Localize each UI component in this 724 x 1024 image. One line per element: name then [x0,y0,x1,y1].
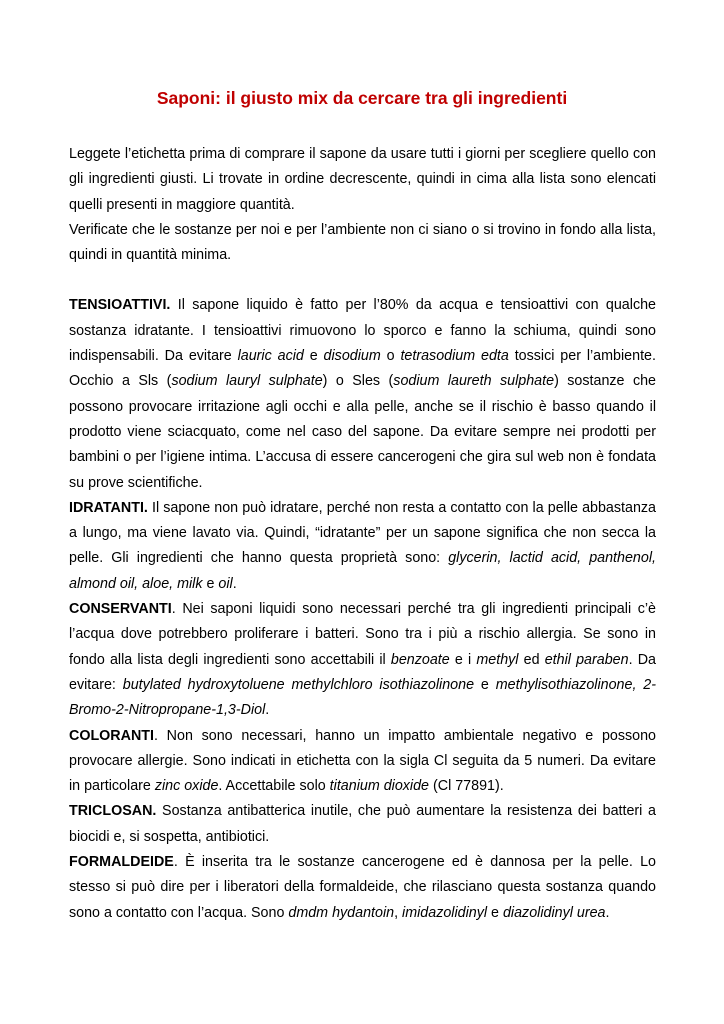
section-text: . [232,575,237,592]
section-text: . Accettabile solo [218,778,330,795]
section-heading: CONSERVANTI [69,601,172,618]
paragraph-gap [69,268,656,293]
section-text: , [394,904,403,921]
section-text: e [202,575,219,592]
section-text: e i [449,651,477,668]
ingredient-name: ethil paraben [544,651,629,668]
ingredient-name: glycerin, lactid acid, panthenol, almond oil, aloe, milk [69,550,656,592]
section-heading: TENSIOATTIVI. [69,297,171,314]
section-text: e [303,348,324,365]
section-text: ) o Sles ( [322,373,394,390]
section-text: o [380,348,401,365]
section-text: . Non sono necessari, hanno un impatto ambientale negativo e possono provocare allergie. Sono indicati in etichetta con la sigla Cl seguita da 5 numeri. Da evitare in particolare [69,727,656,795]
section-heading: IDRATANTI. [69,499,148,516]
section-text: e [487,904,503,921]
section-text: . Nei saponi liquidi sono necessari perché tra gli ingredienti principali c’è l’acqua dove potrebbero proliferare i batteri. Sono tra i più a rischio allergia. Se sono in fondo alla lista degli ingredienti sono accettabili il [69,601,656,668]
ingredient-name: zinc oxide [154,778,219,795]
ingredient-name: benzoate [390,651,450,668]
ingredient-name: oil [218,575,233,592]
section-triclosan [69,799,656,850]
ingredient-name: imidazolidinyl [402,904,488,921]
section-heading: TRICLOSAN. [69,803,157,820]
section-text: . Da evitare: [69,651,656,693]
ingredient-name: methylisothiazolinone, 2-Bromo-2-Nitropropane-1,3-Diol [69,676,657,719]
section-heading: COLORANTI [69,727,154,744]
section-text: (Cl 77891). [429,778,504,795]
article-body [69,142,656,926]
section-text: . [265,702,270,719]
ingredient-name: methyl [476,651,519,668]
section-text: tossici per l’ambiente. Occhio a Sls ( [69,348,656,390]
ingredient-name: dmdm hydantoin [288,904,395,921]
ingredient-name: disodium [323,348,381,365]
intro-paragraph: Leggete l’etichetta prima di comprare il sapone da usare tutti i giorni per scegliere quello con gli ingredienti giusti. Li trovate in ordine decrescente, quindi in cima alla lista sono elencati quelli presenti in maggiore quantità. [69,146,656,213]
section-text: ed [518,651,545,668]
ingredient-name: sodium laureth sulphate [393,373,555,390]
section-tensioattivi [69,293,656,495]
section-text: e [474,676,496,693]
section-idratanti [69,496,656,597]
section-text: Il sapone non può idratare, perché non resta a contatto con la pelle abbastanza a lungo, ma viene lavato via. Quindi, “idratante” per un sapone significa che non secca la pelle. Gli ingredienti che hanno questa proprietà sono: [69,499,656,567]
ingredient-name: tetrasodium edta [400,348,509,365]
page-title: Saponi: il giusto mix da cercare tra gli ingredienti [156,88,568,108]
ingredient-name: butylated hydroxytoluene methylchloro isothiazolinone [122,676,475,693]
section-text: ) sostanze che possono provocare irritazione agli occhi e alla pelle, anche se il rischio è basso quando il prodotto viene sciacquato, come nel caso del sapone. Da evitare sempre nei prodotti per bambini o per l’igiene intima. L’accusa di essere cancerogeni che gira sul web non è fondata su prove scientifiche. [69,373,656,491]
section-heading: FORMALDEIDE [69,854,174,871]
ingredient-name: lauric acid [237,348,304,365]
section-formaldeide [69,850,656,926]
section-text: Il sapone liquido è fatto per l’80% da acqua e tensioattivi con qualche sostanza idratante. I tensioattivi rimuovono lo sporco e fanno la schiuma, quindi sono indispensabili. Da evitare [69,297,656,365]
ingredient-name: titanium dioxide [329,778,430,795]
ingredient-name: diazolidinyl urea [502,904,606,921]
ingredient-name: sodium lauryl sulphate [171,373,323,390]
section-text: . [605,904,610,921]
intro-paragraph: Verificate che le sostanze per noi e per l’ambiente non ci siano o si trovino in fondo alla lista, quindi in quantità minima. [69,221,656,264]
section-text: . È inserita tra le sostanze cancerogene ed è dannosa per la pelle. Lo stesso si può dire per i liberatori della formaldeide, che rilasciano questa sostanza quando sono a contatto con l’acqua. Sono [69,854,656,921]
section-coloranti [69,724,656,800]
section-text: Sostanza antibatterica inutile, che può aumentare la resistenza dei batteri a biocidi e, si sospetta, antibiotici. [69,803,656,845]
section-conservanti [69,597,656,723]
